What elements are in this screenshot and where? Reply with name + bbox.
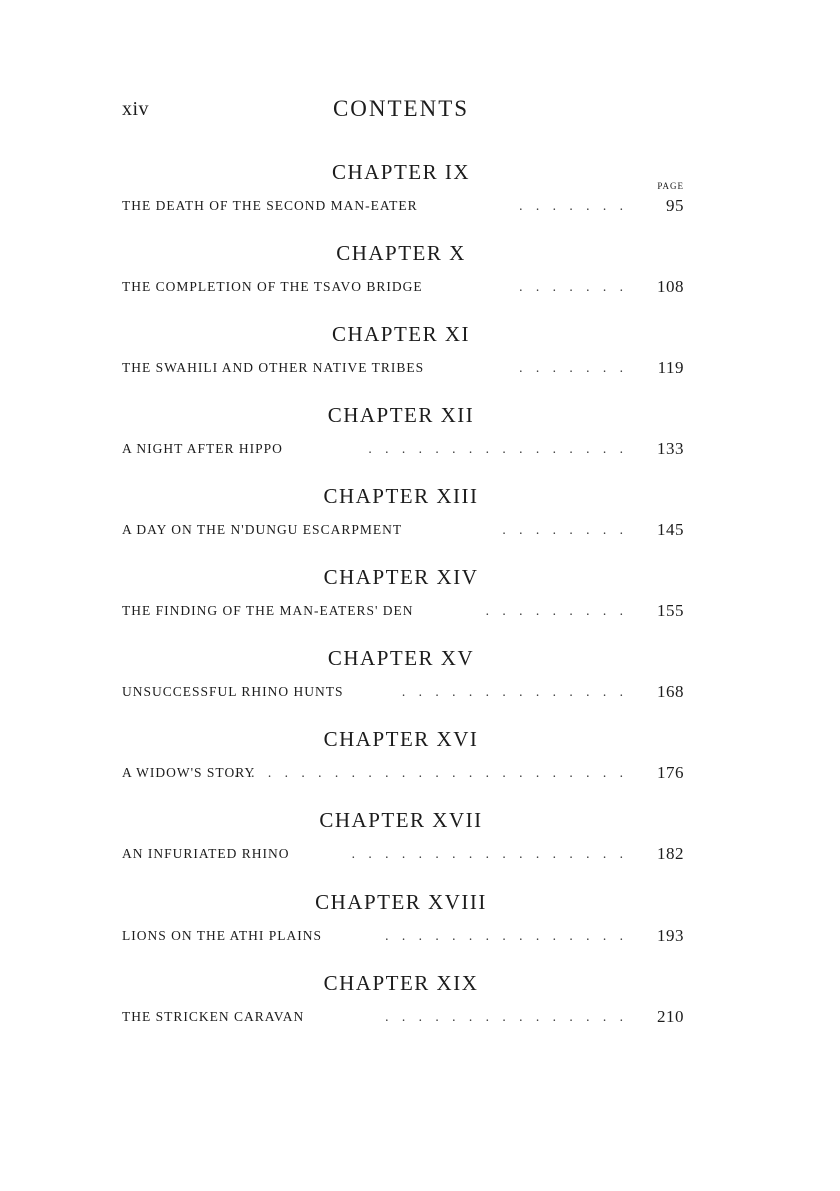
toc-entry[interactable] bbox=[122, 928, 684, 948]
toc-chapter-17 bbox=[0, 808, 840, 888]
toc-entry[interactable] bbox=[122, 846, 684, 866]
dot-leader: . . . . . . . . . . . . . . bbox=[401, 684, 628, 699]
toc-entry[interactable] bbox=[122, 441, 684, 461]
chapter-heading: CHAPTER XIV bbox=[323, 565, 479, 589]
toc-entry[interactable] bbox=[122, 1009, 684, 1029]
toc-chapter-19 bbox=[0, 971, 840, 1051]
toc-chapter-12 bbox=[0, 403, 840, 483]
dot-leader: . . . . . . . bbox=[519, 198, 628, 213]
dot-leader: . . . . . . . . . . . . . . . . bbox=[368, 441, 628, 456]
toc-chapter-14 bbox=[0, 565, 840, 645]
chapter-heading: CHAPTER XII bbox=[327, 403, 475, 427]
chapter-heading: CHAPTER XVII bbox=[319, 808, 483, 832]
chapter-heading: CHAPTER XVIII bbox=[315, 890, 487, 914]
entry-page-number: 108 bbox=[657, 277, 684, 296]
page-column-label: PAGE bbox=[657, 181, 684, 191]
toc-chapter-11 bbox=[0, 322, 840, 402]
entry-page-number: 176 bbox=[657, 763, 684, 782]
chapter-heading: CHAPTER XI bbox=[331, 322, 471, 346]
dot-leader: . . . . . . . . bbox=[502, 522, 628, 537]
chapter-heading: CHAPTER XVI bbox=[323, 727, 479, 751]
entry-page-number: 182 bbox=[657, 844, 684, 863]
entry-title: THE FINDING OF THE MAN-EATERS' DEN bbox=[122, 603, 414, 618]
entry-title: A DAY ON THE N'DUNGU ESCARPMENT bbox=[122, 522, 403, 537]
toc-entry[interactable] bbox=[122, 360, 684, 380]
chapter-heading: CHAPTER XIII bbox=[323, 484, 479, 508]
entry-page-number: 95 bbox=[666, 196, 684, 215]
entry-title: THE STRICKEN CARAVAN bbox=[122, 1009, 305, 1024]
chapter-heading: CHAPTER XV bbox=[327, 646, 475, 670]
toc-entry[interactable] bbox=[122, 684, 684, 704]
entry-title: UNSUCCESSFUL RHINO HUNTS bbox=[122, 684, 344, 699]
dot-leader: . . . . . . . . . . . . . . . . . bbox=[351, 846, 628, 861]
toc-entry[interactable] bbox=[122, 603, 684, 623]
chapter-heading: CHAPTER IX bbox=[331, 160, 471, 184]
dot-leader: . . . . . . . . . bbox=[485, 603, 628, 618]
dot-leader: . . . . . . . . . . . . . . . bbox=[385, 1009, 628, 1024]
dot-leader: . . . . . . . bbox=[519, 360, 628, 375]
entry-title: THE COMPLETION OF THE TSAVO BRIDGE bbox=[122, 279, 423, 294]
toc-chapter-15 bbox=[0, 646, 840, 726]
toc-chapter-9 bbox=[0, 160, 840, 240]
entry-title: THE DEATH OF THE SECOND MAN-EATER bbox=[122, 198, 418, 213]
entry-page-number: 168 bbox=[657, 682, 684, 701]
entry-page-number: 133 bbox=[657, 439, 684, 458]
toc-entry[interactable] bbox=[122, 279, 684, 299]
dot-leader: . . . . . . . bbox=[519, 279, 628, 294]
entry-title: A WIDOW'S STORY bbox=[122, 765, 256, 780]
toc-entry[interactable] bbox=[122, 198, 684, 218]
toc-entry[interactable] bbox=[122, 765, 684, 785]
entry-title: THE SWAHILI AND OTHER NATIVE TRIBES bbox=[122, 360, 425, 375]
chapter-heading: CHAPTER X bbox=[336, 241, 466, 265]
toc-entry[interactable] bbox=[122, 522, 684, 542]
entry-page-number: 145 bbox=[657, 520, 684, 539]
dot-leader: . . . . . . . . . . . . . . . bbox=[385, 928, 628, 943]
toc-chapter-13 bbox=[0, 484, 840, 564]
toc-chapter-10 bbox=[0, 241, 840, 321]
entry-page-number: 210 bbox=[657, 1007, 684, 1026]
chapter-heading: CHAPTER XIX bbox=[323, 971, 479, 995]
running-title: CONTENTS bbox=[332, 96, 470, 121]
entry-page-number: 119 bbox=[657, 358, 684, 377]
entry-title: LIONS ON THE ATHI PLAINS bbox=[122, 928, 323, 943]
entry-page-number: 155 bbox=[657, 601, 684, 620]
page-number: xiv bbox=[122, 98, 150, 120]
entry-title: A NIGHT AFTER HIPPO bbox=[122, 441, 283, 456]
toc-chapter-16 bbox=[0, 727, 840, 807]
entry-page-number: 193 bbox=[657, 926, 684, 945]
dot-leader: . . . . . . . . . . . . . . . . . . . . . . . . bbox=[234, 765, 628, 780]
toc-chapter-18 bbox=[0, 890, 840, 970]
entry-title: AN INFURIATED RHINO bbox=[122, 846, 290, 861]
